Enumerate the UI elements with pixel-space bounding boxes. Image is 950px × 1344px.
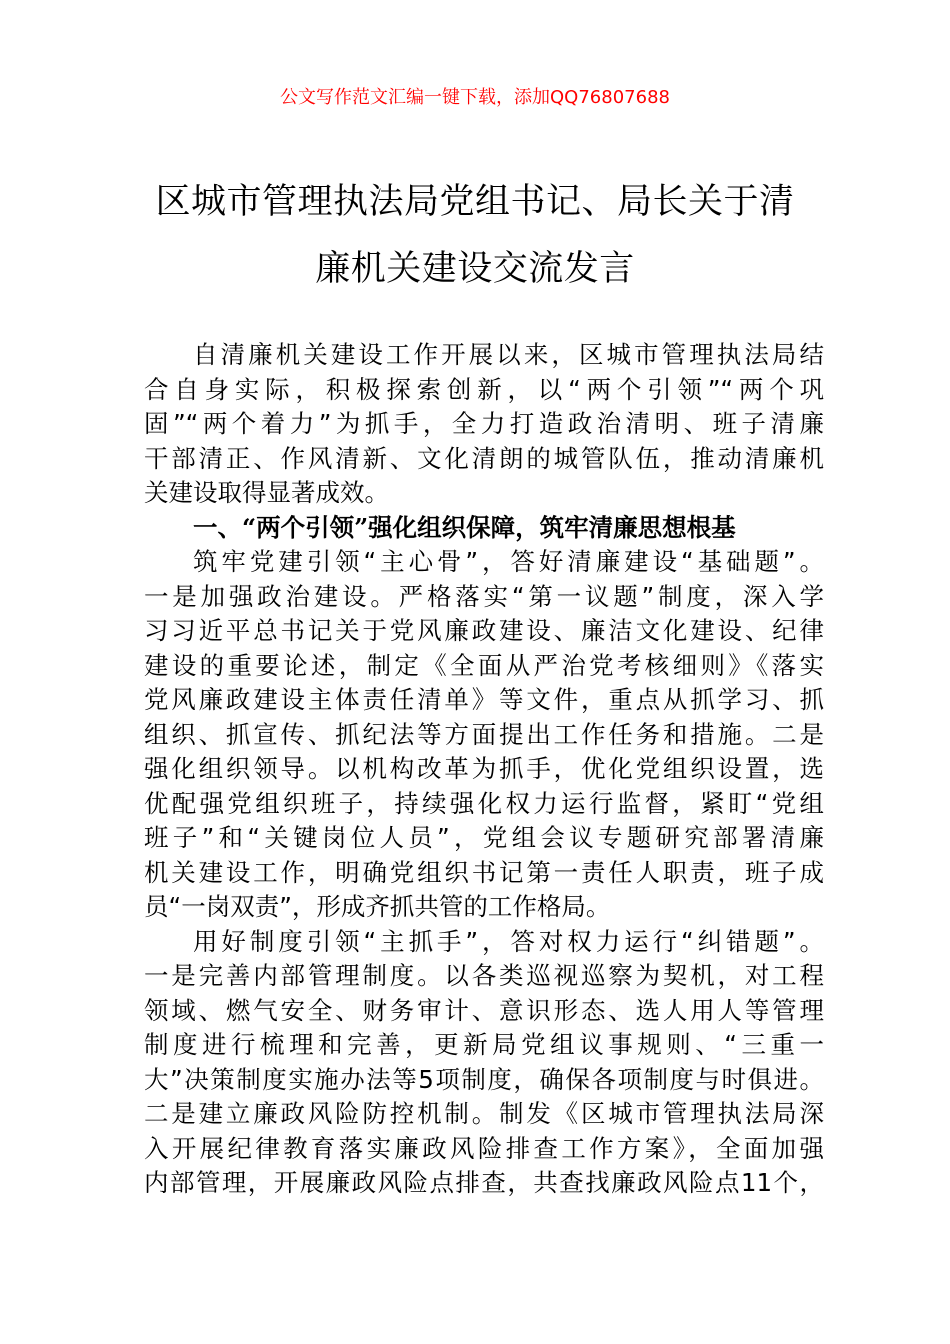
body-line: 一是完善内部管理制度。以各类巡视巡察为契机，对工程: [144, 961, 824, 990]
body-line: 自清廉机关建设工作开展以来，区城市管理执法局结: [193, 340, 824, 369]
body-line: 员“一岗双责”，形成齐抓共管的工作格局。: [144, 892, 611, 921]
body-line: 用好制度引领“主抓手”，答对权力运行“纠错题”。: [193, 926, 824, 956]
body-line: 内部管理，开展廉政风险点排查，共查找廉政风险点11个，: [144, 1168, 824, 1197]
document-body: [144, 338, 824, 1201]
body-line: 组织、抓宣传、抓纪法等方面提出工作任务和措施。二是: [144, 719, 824, 749]
body-line: 建设的重要论述，制定《全面从严治党考核细则》《落实: [144, 650, 824, 680]
body-line: 干部清正、作风清新、文化清朗的城管队伍，推动清廉机: [144, 443, 824, 473]
document-title-line-1: 区城市管理执法局党组书记、局长关于清: [155, 182, 795, 222]
body-line: 制度进行梳理和完善，更新局党组议事规则、“三重一: [144, 1030, 824, 1059]
body-line: 班子”和“关键岗位人员”，党组会议专题研究部署清廉: [144, 823, 824, 852]
body-line: 习习近平总书记关于党风廉政建设、廉洁文化建设、纪律: [144, 616, 824, 645]
body-line: 大”决策制度实施办法等5项制度，确保各项制度与时俱进。: [144, 1064, 824, 1094]
body-line: 机关建设工作，明确党组织书记第一责任人职责，班子成: [144, 857, 824, 887]
body-line: 筑牢党建引领“主心骨”，答好清廉建设“基础题”。: [193, 547, 824, 576]
body-line: 党风廉政建设主体责任清单》等文件，重点从抓学习、抓: [144, 685, 824, 714]
body-line: 领域、燃气安全、财务审计、意识形态、选人用人等管理: [144, 995, 824, 1025]
body-line: 一是加强政治建设。严格落实“第一议题”制度，深入学: [144, 581, 824, 611]
body-line: 优配强党组织班子，持续强化权力运行监督，紧盯“党组: [144, 788, 824, 818]
body-line: 入开展纪律教育落实廉政风险排查工作方案》，全面加强: [144, 1133, 824, 1163]
body-line: 关建设取得显著成效。: [144, 478, 389, 507]
download-notice: 公文写作范文汇编一键下载，添加QQ76807688: [280, 87, 670, 108]
body-line: 强化组织领导。以机构改革为抓手，优化党组织设置，选: [144, 754, 824, 783]
body-line: 二是建立廉政风险防控机制。制发《区城市管理执法局深: [144, 1099, 824, 1128]
section-heading: 一、“两个引领”强化组织保障，筑牢清廉思想根基: [193, 512, 736, 542]
document-title-line-2: 廉机关建设交流发言: [315, 249, 635, 289]
body-line: 固”“两个着力”为抓手，全力打造政治清明、班子清廉: [144, 409, 824, 438]
body-line: 合自身实际，积极探索创新，以“两个引领”“两个巩: [144, 374, 824, 404]
